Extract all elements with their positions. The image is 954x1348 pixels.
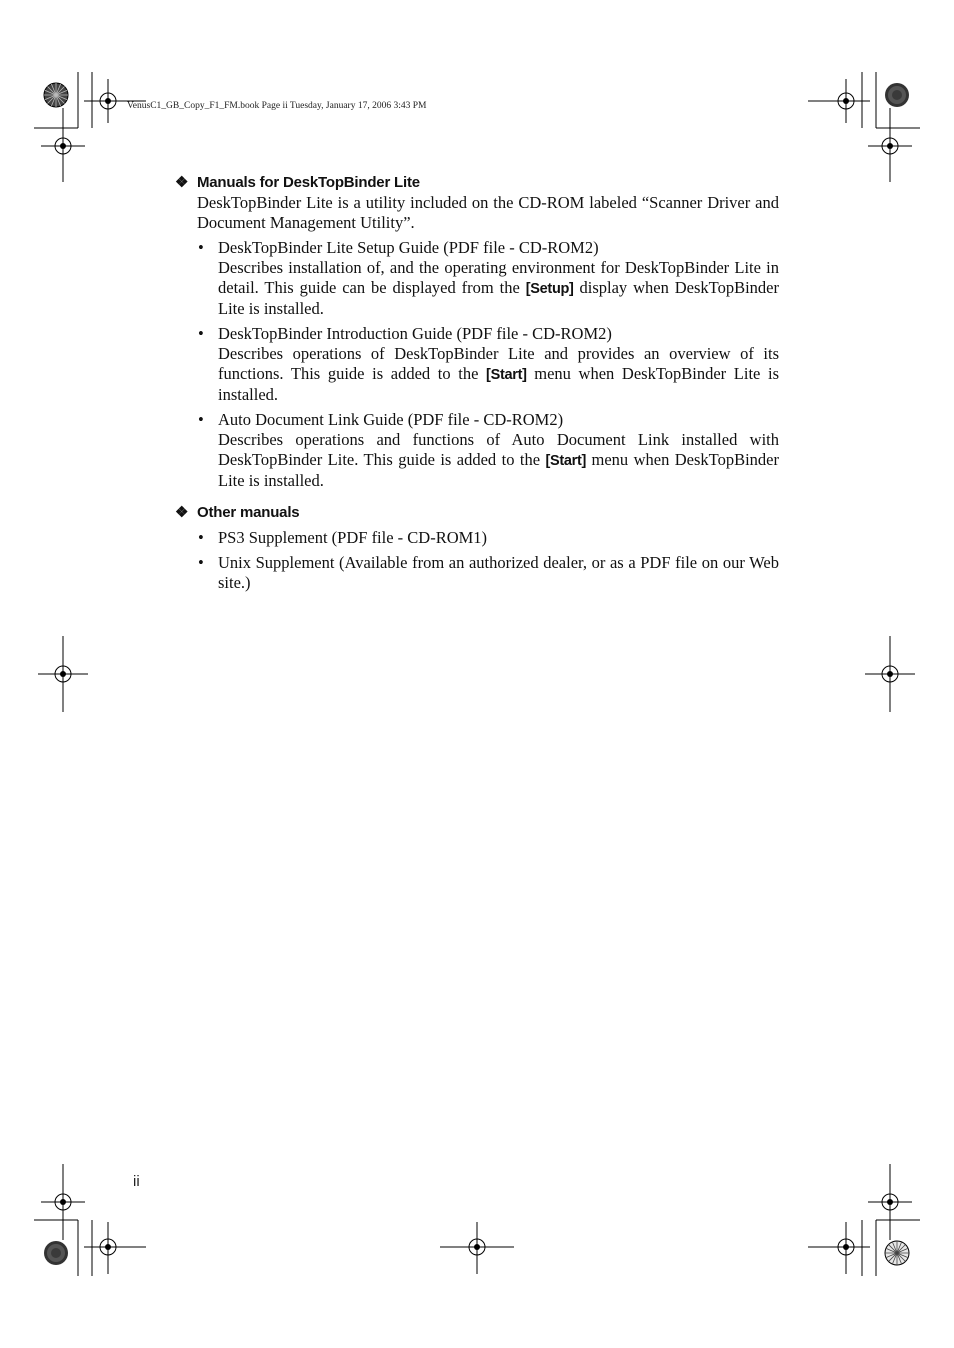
start-key-label: [Start]	[486, 367, 527, 383]
manual-description: Describes operations of DeskTopBinder Lite and provides an overview of its functions. This guide is added to the [Start] menu when DeskTopBinder Lite is installed.	[218, 344, 780, 404]
bullet-dot-icon: •	[198, 238, 204, 257]
list-item	[175, 528, 779, 548]
list-item	[175, 410, 779, 491]
manual-list	[175, 238, 779, 491]
list-item	[175, 553, 779, 593]
section-intro: DeskTopBinder Lite is a utility included on the CD-ROM labeled “Scanner Driver and Document Management Utility”.	[197, 193, 779, 232]
manual-title: Auto Document Link Guide (PDF file - CD-ROM2)	[218, 410, 564, 429]
section-heading-other-manuals	[175, 503, 779, 523]
list-item	[175, 324, 779, 405]
manual-title: DeskTopBinder Introduction Guide (PDF file - CD-ROM2)	[218, 324, 612, 343]
other-manual-list	[175, 528, 779, 593]
diamond-bullet-icon: ❖	[175, 174, 189, 191]
color-target-bottom-right	[885, 1241, 909, 1265]
bullet-dot-icon: •	[198, 528, 204, 547]
section-heading-desktopbinder	[175, 173, 779, 193]
bullet-dot-icon: •	[198, 553, 204, 572]
main-content	[175, 173, 779, 593]
manual-description: Describes installation of, and the operating environment for DeskTopBinder Lite in detail. This guide can be displayed from the [Setup] display when DeskTopBinder Lite is installed.	[218, 258, 779, 318]
setup-key-label: [Setup]	[525, 281, 574, 297]
manual-title: Unix Supplement (Available from an authorized dealer, or as a PDF file on our Web site.)	[218, 553, 779, 592]
manual-description: Describes operations and functions of Auto Document Link installed with DeskTopBinder Lite. This guide is added to the [Start] menu when DeskTopBinder Lite is installed.	[218, 430, 779, 490]
manual-title: PS3 Supplement (PDF file - CD-ROM1)	[218, 528, 488, 547]
section-heading-text: Manuals for DeskTopBinder Lite	[197, 174, 420, 191]
print-header-stamp: VenusC1_GB_Copy_F1_FM.book Page ii Tuesday, January 17, 2006 3:43 PM	[127, 101, 427, 111]
diamond-bullet-icon: ❖	[175, 504, 189, 521]
color-target-top-left	[44, 83, 68, 107]
section-heading-text: Other manuals	[197, 504, 300, 521]
page-number: ii	[133, 1173, 140, 1190]
list-item	[175, 238, 779, 319]
bullet-dot-icon: •	[198, 410, 204, 429]
bullet-dot-icon: •	[198, 324, 204, 343]
color-target-bottom-left	[44, 1241, 68, 1265]
start-key-label: [Start]	[545, 453, 587, 469]
color-target-top-right	[885, 83, 909, 107]
manual-title: DeskTopBinder Lite Setup Guide (PDF file - CD-ROM2)	[218, 238, 599, 257]
